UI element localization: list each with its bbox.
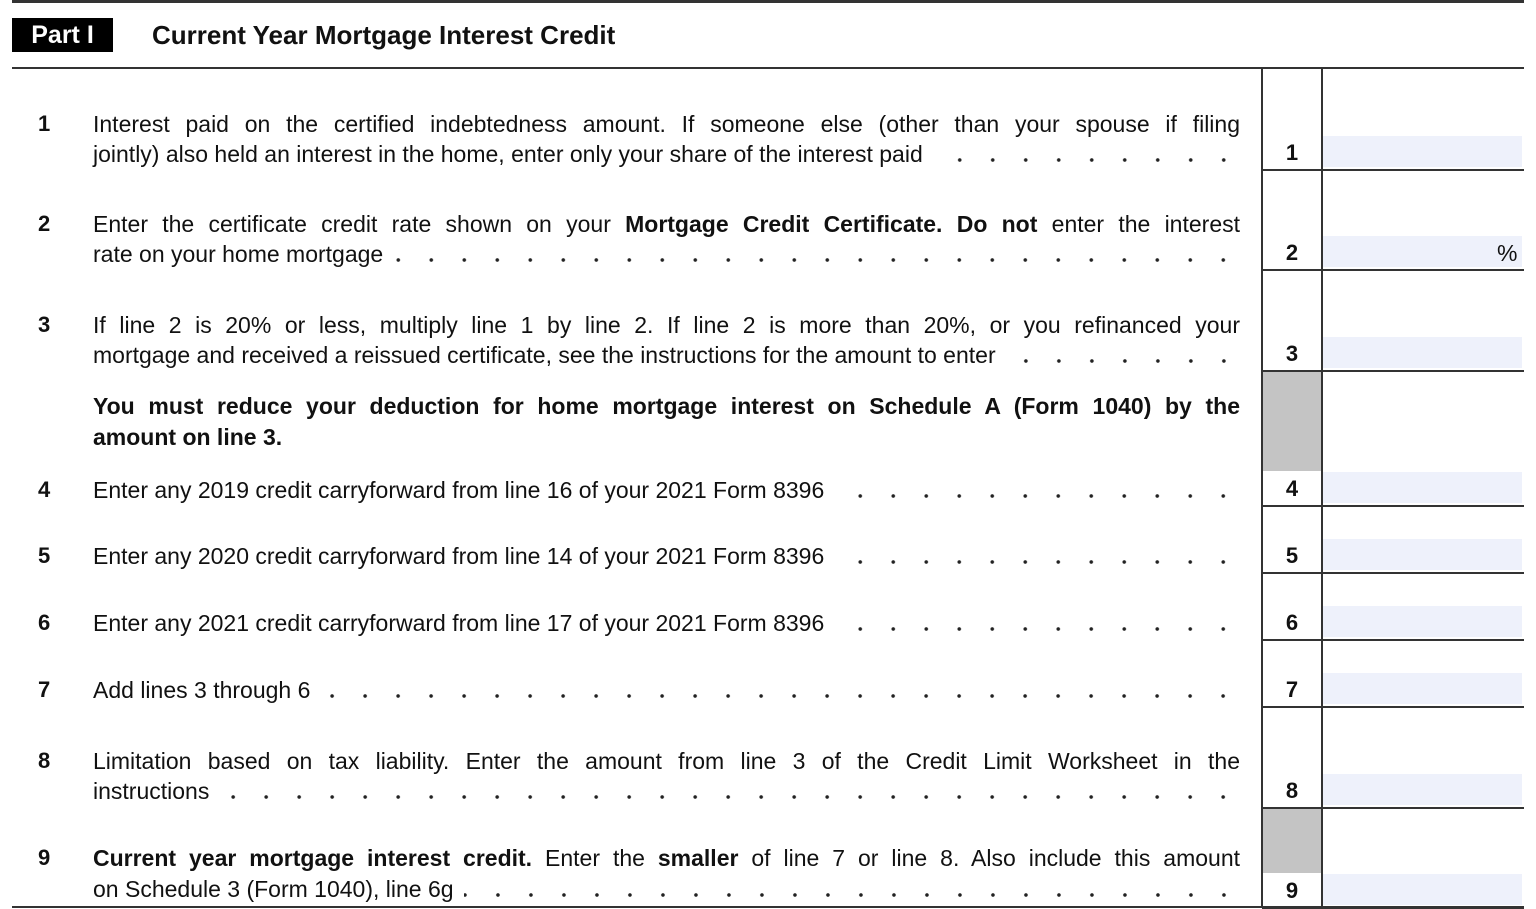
line-text — [93, 310, 1240, 340]
text-segment: on Schedule 3 (Form 1040), line 6g — [93, 876, 454, 902]
bottom-rule — [12, 906, 1524, 908]
line-number: 9 — [38, 845, 51, 870]
amount-input-line-1[interactable] — [1323, 136, 1522, 167]
line-number: 7 — [38, 677, 51, 702]
shaded-cell — [1263, 808, 1321, 873]
box-number: 7 — [1285, 677, 1299, 702]
line-text — [93, 209, 1240, 239]
dot-leader — [219, 776, 1240, 806]
text-segment: Enter the — [532, 845, 658, 871]
dot-leader — [834, 541, 1240, 571]
text-segment: jointly) also held an interest in the home, enter only your share of the interest paid — [93, 141, 923, 167]
text-segment — [942, 211, 956, 237]
line-number: 4 — [38, 477, 51, 502]
text-segment: instructions — [93, 778, 210, 804]
line-text-content — [93, 111, 1240, 137]
row-rule — [1262, 572, 1524, 574]
amount-input-line-6[interactable] — [1323, 606, 1522, 637]
text-segment: mortgage and received a reissued certificate, see the instructions for the amount to enter — [93, 342, 996, 368]
box-number: 6 — [1285, 610, 1299, 635]
line-text-content — [93, 422, 282, 452]
line-text — [93, 541, 1240, 571]
line-text — [93, 391, 1240, 421]
line-text — [93, 139, 1240, 169]
line-text-content — [93, 748, 1240, 774]
row-rule — [1262, 505, 1524, 507]
amount-input-line-2[interactable] — [1323, 236, 1522, 267]
dot-leader — [320, 675, 1240, 705]
line-text — [93, 675, 1240, 705]
line-text — [93, 608, 1240, 638]
line-text-content — [93, 541, 824, 571]
line-text-content — [93, 608, 824, 638]
line-text — [93, 776, 1240, 806]
shaded-cell — [1263, 371, 1321, 471]
amount-input-line-7[interactable] — [1323, 673, 1522, 704]
dot-leader — [1006, 340, 1240, 370]
line-number: 1 — [38, 111, 51, 136]
line-text-content — [93, 211, 1240, 237]
box-number: 4 — [1285, 476, 1299, 501]
dot-leader — [464, 874, 1240, 904]
row-rule — [1262, 807, 1524, 809]
line-text-content — [93, 393, 1240, 419]
row-rule — [1262, 639, 1524, 641]
bold-text: Current year mortgage interest credit. — [93, 845, 533, 871]
row-rule — [1262, 169, 1524, 171]
top-rule — [12, 0, 1524, 3]
bold-text: Mortgage Credit Certificate. — [625, 211, 943, 237]
line-text — [93, 239, 1240, 269]
row-rule — [1262, 269, 1524, 271]
line-number: 3 — [38, 312, 51, 337]
box-number: 9 — [1285, 878, 1299, 903]
row-rule — [1262, 706, 1524, 708]
line-text — [93, 422, 1240, 452]
amount-input-line-5[interactable] — [1323, 539, 1522, 570]
text-segment: If line 2 is 20% or less, multiply line 1 by line 2. If line 2 is more than 20%, or you refinanced your — [93, 312, 1240, 338]
text-segment: Add lines 3 through 6 — [93, 677, 311, 703]
line-text-content — [93, 845, 1240, 871]
text-segment: Limitation based on tax liability. Enter the amount from line 3 of the Credit Limit Worksheet in the — [93, 748, 1240, 774]
part-title: Current Year Mortgage Interest Credit — [152, 20, 616, 50]
text-segment: rate on your home mortgage — [93, 241, 384, 267]
amount-input-line-4[interactable] — [1323, 472, 1522, 503]
line-number: 2 — [38, 211, 51, 236]
line-text-content — [93, 239, 383, 269]
part-label: Part I — [12, 18, 113, 52]
text-segment: Interest paid on the certified indebtedness amount. If someone else (other than your spouse if filing — [93, 111, 1240, 137]
box-number: 8 — [1285, 778, 1299, 803]
bold-text: Do not — [956, 211, 1038, 237]
box-number: 3 — [1285, 341, 1299, 366]
amount-input-line-8[interactable] — [1323, 774, 1522, 805]
text-segment: Enter any 2021 credit carryforward from line 17 of your 2021 Form 8396 — [93, 610, 825, 636]
line-text — [93, 746, 1240, 776]
header-rule — [12, 67, 1524, 69]
line-text — [93, 874, 1240, 904]
dot-leader — [393, 239, 1240, 269]
dot-leader — [834, 608, 1240, 638]
line-text-content — [93, 139, 923, 169]
text-segment: enter the interest — [1037, 211, 1240, 237]
line-text-content — [93, 675, 310, 705]
box-number: 1 — [1285, 140, 1299, 165]
text-segment: Enter the certificate credit rate shown on your — [93, 211, 626, 237]
bold-text: amount on line 3. — [93, 424, 283, 450]
row-rule — [1262, 370, 1524, 372]
line-text-content — [93, 312, 1240, 338]
line-text-content — [93, 874, 454, 904]
amount-input-line-3[interactable] — [1323, 337, 1522, 368]
text-segment: Enter any 2019 credit carryforward from line 16 of your 2021 Form 8396 — [93, 477, 825, 503]
box-number: 2 — [1285, 240, 1299, 265]
line-text — [93, 340, 1240, 370]
text-segment: of line 7 or line 8. Also include this amount — [738, 845, 1240, 871]
line-text-content — [93, 776, 209, 806]
line-text — [93, 109, 1240, 139]
bold-text: smaller — [657, 845, 739, 871]
percent-sign: % — [1497, 240, 1518, 266]
line-number: 5 — [38, 543, 51, 568]
dot-leader — [933, 139, 1240, 169]
line-text — [93, 475, 1240, 505]
box-number: 5 — [1285, 543, 1299, 568]
text-segment: Enter any 2020 credit carryforward from line 14 of your 2021 Form 8396 — [93, 543, 825, 569]
line-number: 8 — [38, 748, 51, 773]
line-number: 6 — [38, 610, 51, 635]
line-text-content — [93, 340, 996, 370]
line-text — [93, 843, 1240, 873]
amount-input-line-9[interactable] — [1323, 874, 1522, 905]
dot-leader — [834, 475, 1240, 505]
line-text-content — [93, 475, 824, 505]
bold-text: You must reduce your deduction for home mortgage interest on Schedule A (Form 1040) by the — [93, 393, 1240, 419]
